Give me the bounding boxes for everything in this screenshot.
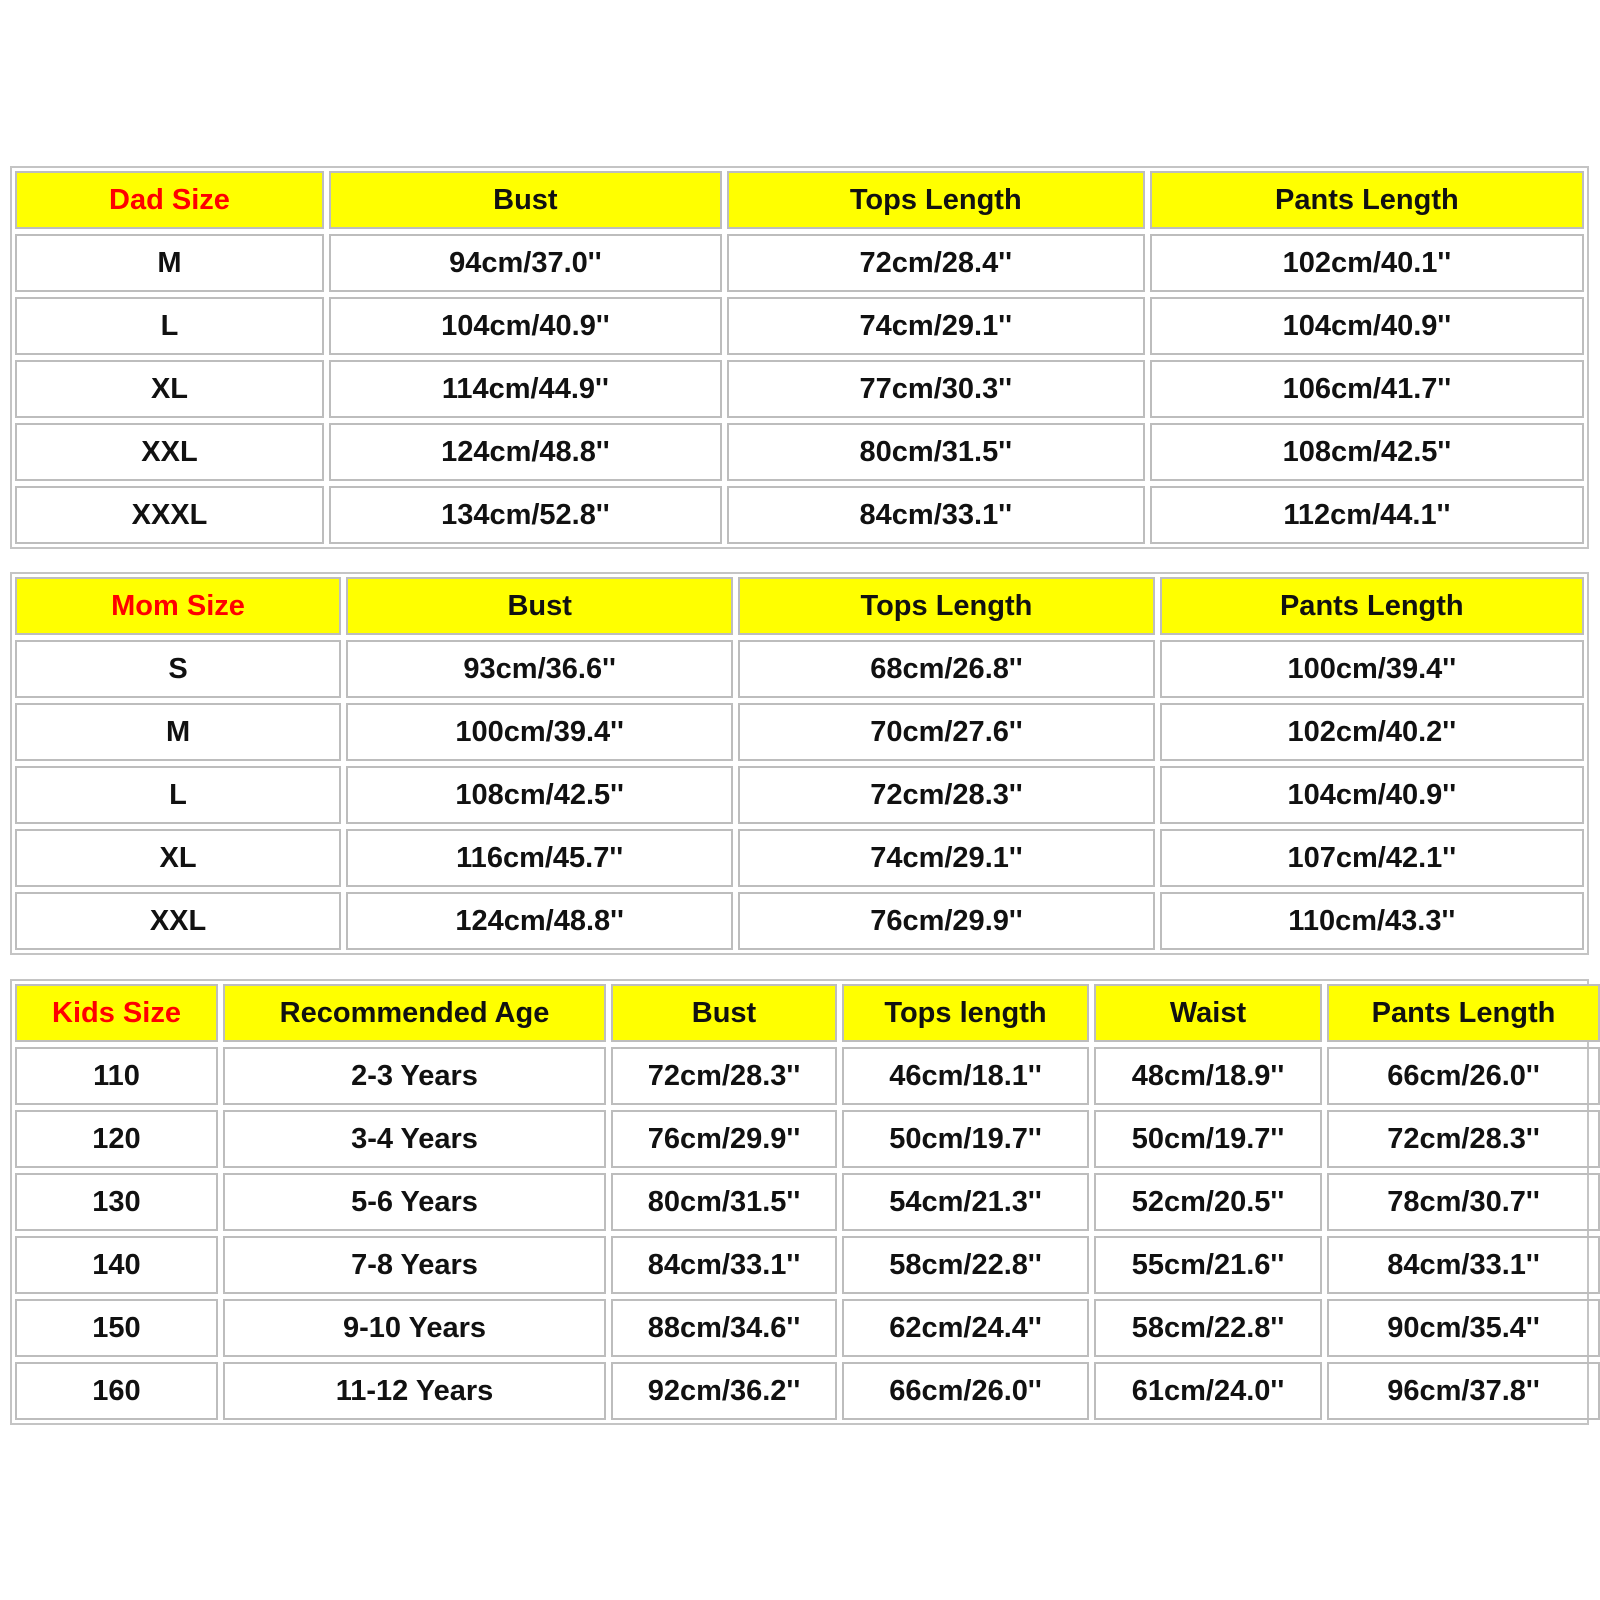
header-tops-length: Tops Length bbox=[738, 577, 1154, 635]
size-cell: XL bbox=[15, 829, 341, 887]
size-cell: S bbox=[15, 640, 341, 698]
bust-cell: 108cm/42.5'' bbox=[346, 766, 733, 824]
bust-cell: 124cm/48.8'' bbox=[346, 892, 733, 950]
tops-length-cell: 66cm/26.0'' bbox=[842, 1362, 1089, 1420]
pants-length-cell: 66cm/26.0'' bbox=[1327, 1047, 1600, 1105]
age-cell: 9-10 Years bbox=[223, 1299, 606, 1357]
size-cell: L bbox=[15, 766, 341, 824]
bust-cell: 134cm/52.8'' bbox=[329, 486, 722, 544]
tops-length-cell: 72cm/28.3'' bbox=[738, 766, 1154, 824]
table-row bbox=[15, 829, 1584, 887]
waist-cell: 58cm/22.8'' bbox=[1094, 1299, 1322, 1357]
header-pants-length: Pants Length bbox=[1160, 577, 1584, 635]
table-row bbox=[15, 1299, 1600, 1357]
size-cell: 110 bbox=[15, 1047, 218, 1105]
pants-length-cell: 96cm/37.8'' bbox=[1327, 1362, 1600, 1420]
tops-length-cell: 74cm/29.1'' bbox=[727, 297, 1145, 355]
header-tops-length: Tops Length bbox=[727, 171, 1145, 229]
bust-cell: 72cm/28.3'' bbox=[611, 1047, 837, 1105]
bust-cell: 93cm/36.6'' bbox=[346, 640, 733, 698]
header-bust: Bust bbox=[346, 577, 733, 635]
kids-size-table bbox=[10, 979, 1589, 1425]
waist-cell: 61cm/24.0'' bbox=[1094, 1362, 1322, 1420]
table-header-row bbox=[15, 171, 1584, 229]
pants-length-cell: 72cm/28.3'' bbox=[1327, 1110, 1600, 1168]
pants-length-cell: 84cm/33.1'' bbox=[1327, 1236, 1600, 1294]
table-row bbox=[15, 703, 1584, 761]
size-cell: 160 bbox=[15, 1362, 218, 1420]
tops-length-cell: 77cm/30.3'' bbox=[727, 360, 1145, 418]
age-cell: 2-3 Years bbox=[223, 1047, 606, 1105]
table-row bbox=[15, 486, 1584, 544]
tops-length-cell: 58cm/22.8'' bbox=[842, 1236, 1089, 1294]
table-row bbox=[15, 766, 1584, 824]
header-bust: Bust bbox=[611, 984, 837, 1042]
size-cell: 130 bbox=[15, 1173, 218, 1231]
table-header-row bbox=[15, 577, 1584, 635]
size-cell: 140 bbox=[15, 1236, 218, 1294]
bust-cell: 124cm/48.8'' bbox=[329, 423, 722, 481]
pants-length-cell: 107cm/42.1'' bbox=[1160, 829, 1584, 887]
tops-length-cell: 50cm/19.7'' bbox=[842, 1110, 1089, 1168]
dad-size-table bbox=[10, 166, 1589, 549]
tops-length-cell: 70cm/27.6'' bbox=[738, 703, 1154, 761]
size-cell: XXL bbox=[15, 892, 341, 950]
bust-cell: 80cm/31.5'' bbox=[611, 1173, 837, 1231]
waist-cell: 50cm/19.7'' bbox=[1094, 1110, 1322, 1168]
bust-cell: 84cm/33.1'' bbox=[611, 1236, 837, 1294]
table-row bbox=[15, 1047, 1600, 1105]
table-row bbox=[15, 360, 1584, 418]
pants-length-cell: 112cm/44.1'' bbox=[1150, 486, 1584, 544]
pants-length-cell: 102cm/40.2'' bbox=[1160, 703, 1584, 761]
pants-length-cell: 90cm/35.4'' bbox=[1327, 1299, 1600, 1357]
pants-length-cell: 110cm/43.3'' bbox=[1160, 892, 1584, 950]
waist-cell: 48cm/18.9'' bbox=[1094, 1047, 1322, 1105]
bust-cell: 116cm/45.7'' bbox=[346, 829, 733, 887]
age-cell: 7-8 Years bbox=[223, 1236, 606, 1294]
table-row bbox=[15, 297, 1584, 355]
table-row bbox=[15, 1173, 1600, 1231]
table-row bbox=[15, 892, 1584, 950]
size-cell: M bbox=[15, 234, 324, 292]
size-cell: XL bbox=[15, 360, 324, 418]
waist-cell: 52cm/20.5'' bbox=[1094, 1173, 1322, 1231]
header-pants-length: Pants Length bbox=[1327, 984, 1600, 1042]
table-header-row bbox=[15, 984, 1600, 1042]
header-pants-length: Pants Length bbox=[1150, 171, 1584, 229]
tops-length-cell: 80cm/31.5'' bbox=[727, 423, 1145, 481]
pants-length-cell: 102cm/40.1'' bbox=[1150, 234, 1584, 292]
pants-length-cell: 104cm/40.9'' bbox=[1160, 766, 1584, 824]
bust-cell: 100cm/39.4'' bbox=[346, 703, 733, 761]
header-dad-size: Dad Size bbox=[15, 171, 324, 229]
age-cell: 11-12 Years bbox=[223, 1362, 606, 1420]
mom-size-table bbox=[10, 572, 1589, 955]
size-cell: L bbox=[15, 297, 324, 355]
bust-cell: 76cm/29.9'' bbox=[611, 1110, 837, 1168]
bust-cell: 88cm/34.6'' bbox=[611, 1299, 837, 1357]
header-kids-size: Kids Size bbox=[15, 984, 218, 1042]
pants-length-cell: 106cm/41.7'' bbox=[1150, 360, 1584, 418]
bust-cell: 92cm/36.2'' bbox=[611, 1362, 837, 1420]
size-cell: XXXL bbox=[15, 486, 324, 544]
tops-length-cell: 68cm/26.8'' bbox=[738, 640, 1154, 698]
table-row bbox=[15, 1362, 1600, 1420]
bust-cell: 104cm/40.9'' bbox=[329, 297, 722, 355]
header-mom-size: Mom Size bbox=[15, 577, 341, 635]
tops-length-cell: 72cm/28.4'' bbox=[727, 234, 1145, 292]
header-bust: Bust bbox=[329, 171, 722, 229]
table-row bbox=[15, 640, 1584, 698]
header-waist: Waist bbox=[1094, 984, 1322, 1042]
pants-length-cell: 100cm/39.4'' bbox=[1160, 640, 1584, 698]
pants-length-cell: 108cm/42.5'' bbox=[1150, 423, 1584, 481]
size-cell: 150 bbox=[15, 1299, 218, 1357]
tops-length-cell: 76cm/29.9'' bbox=[738, 892, 1154, 950]
tops-length-cell: 46cm/18.1'' bbox=[842, 1047, 1089, 1105]
table-row bbox=[15, 423, 1584, 481]
tops-length-cell: 62cm/24.4'' bbox=[842, 1299, 1089, 1357]
table-row bbox=[15, 1110, 1600, 1168]
size-cell: XXL bbox=[15, 423, 324, 481]
size-cell: 120 bbox=[15, 1110, 218, 1168]
table-row bbox=[15, 234, 1584, 292]
header-tops-length: Tops length bbox=[842, 984, 1089, 1042]
tops-length-cell: 84cm/33.1'' bbox=[727, 486, 1145, 544]
size-cell: M bbox=[15, 703, 341, 761]
table-row bbox=[15, 1236, 1600, 1294]
pants-length-cell: 78cm/30.7'' bbox=[1327, 1173, 1600, 1231]
tops-length-cell: 74cm/29.1'' bbox=[738, 829, 1154, 887]
header-recommended-age: Recommended Age bbox=[223, 984, 606, 1042]
tops-length-cell: 54cm/21.3'' bbox=[842, 1173, 1089, 1231]
pants-length-cell: 104cm/40.9'' bbox=[1150, 297, 1584, 355]
bust-cell: 114cm/44.9'' bbox=[329, 360, 722, 418]
age-cell: 5-6 Years bbox=[223, 1173, 606, 1231]
age-cell: 3-4 Years bbox=[223, 1110, 606, 1168]
waist-cell: 55cm/21.6'' bbox=[1094, 1236, 1322, 1294]
bust-cell: 94cm/37.0'' bbox=[329, 234, 722, 292]
